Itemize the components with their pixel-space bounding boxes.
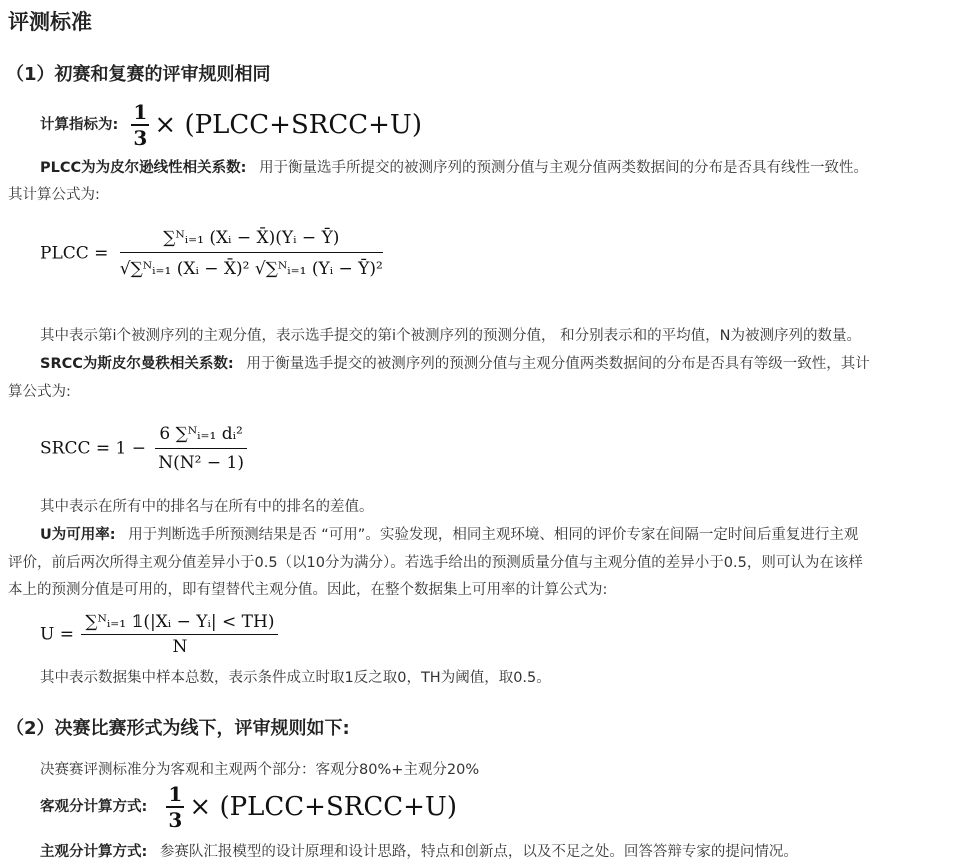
plcc-formula — [40, 228, 383, 279]
objective-label: 客观分计算方式: — [40, 799, 148, 815]
u-denominator: N — [172, 637, 188, 657]
subjective-label: 主观分计算方式: — [40, 844, 148, 860]
srcc-formula-lhs: SRCC = 1 − — [40, 438, 146, 459]
plcc-formula-lhs: PLCC = — [40, 243, 109, 264]
objective-denominator: 3 — [168, 808, 183, 832]
plcc-paragraph — [40, 158, 868, 178]
plcc-label: PLCC为为皮尔逊线性相关系数: — [40, 160, 247, 176]
objective-numerator: 1 — [168, 782, 183, 806]
u-paragraph-line3: 本上的预测分值是可用的，即有望替代主观分值。因此，在整个数据集上可用率的计算公式为: — [8, 582, 608, 598]
srcc-numerator: 6 ∑ᴺᵢ₌₁ dᵢ² — [155, 424, 246, 449]
u-paragraph-line2: 评价，前后两次所得主观分值差异小于0.5（以10分为满分）。若选手给出的预测质量分值与主观分值的差异小于0.5，则可认为在该样 — [8, 555, 863, 571]
plcc-paragraph-cont: 其计算公式为: — [8, 187, 100, 203]
srcc-note: 其中表示在所有中的排名与在所有中的排名的差值。 — [40, 499, 374, 515]
one-third-fraction — [131, 100, 149, 150]
u-formula-lhs: U = — [40, 624, 74, 645]
srcc-paragraph — [40, 354, 870, 374]
u-fraction — [81, 612, 278, 657]
plcc-numerator: ∑ᴺᵢ₌₁ (Xᵢ − X̄)(Yᵢ − Ȳ) — [120, 228, 383, 253]
plcc-fraction — [120, 228, 383, 279]
formula-label: 计算指标为: — [40, 117, 119, 133]
u-paragraph — [40, 525, 858, 545]
srcc-formula — [40, 424, 247, 473]
plcc-description: 用于衡量选手所提交的被测序列的预测分值与主观分值两类数据间的分布是否具有线性一致性。 — [259, 160, 869, 176]
final-intro: 决赛赛评测标准分为客观和主观两个部分：客观分80%+主观分20% — [40, 762, 480, 778]
srcc-label: SRCC为斯皮尔曼秩相关系数: — [40, 356, 234, 372]
fraction-numerator: 1 — [133, 100, 148, 124]
plcc-note: 其中表示第i个被测序列的主观分值，表示选手提交的第i个被测序列的预测分值， 和分别表示和的平均值，N为被测序列的数量。 — [40, 328, 862, 344]
objective-formula-sum: × (PLCC+SRCC+U) — [189, 792, 457, 822]
srcc-denominator: N(N² − 1) — [158, 453, 244, 473]
srcc-fraction — [155, 424, 246, 473]
srcc-paragraph-cont: 算公式为: — [8, 384, 71, 400]
formula-sum: × (PLCC+SRCC+U) — [154, 110, 422, 140]
subjective-paragraph — [40, 842, 798, 862]
objective-score-formula — [40, 782, 457, 832]
score-formula — [40, 100, 422, 150]
fraction-denominator: 3 — [133, 126, 148, 150]
u-note: 其中表示数据集中样本总数，表示条件成立时取1反之取0，TH为阈值，取0.5。 — [40, 670, 551, 686]
section2-heading: （2）决赛比赛形式为线下，评审规则如下: — [6, 718, 350, 739]
page-title: 评测标准 — [8, 10, 92, 34]
srcc-description: 用于衡量选手提交的被测序列的预测分值与主观分值两类数据间的分布是否具有等级一致性，其计 — [246, 356, 870, 372]
subjective-description: 参赛队汇报模型的设计原理和设计思路，特点和创新点，以及不足之处。回答答辩专家的提问情况。 — [159, 844, 798, 860]
u-numerator: ∑ᴺᵢ₌₁ 𝟙(|Xᵢ − Yᵢ| < TH) — [81, 612, 278, 635]
section1-heading: （1）初赛和复赛的评审规则相同 — [6, 64, 271, 85]
u-formula — [40, 612, 278, 657]
u-description: 用于判断选手所预测结果是否 “可用”。实验发现，相同主观环境、相同的评价专家在间隔一定时间后重复进行主观 — [128, 527, 859, 543]
objective-fraction — [166, 782, 184, 832]
u-label: U为可用率: — [40, 527, 116, 543]
plcc-denominator: √∑ᴺᵢ₌₁ (Xᵢ − X̄)² √∑ᴺᵢ₌₁ (Yᵢ − Ȳ)² — [119, 259, 383, 279]
